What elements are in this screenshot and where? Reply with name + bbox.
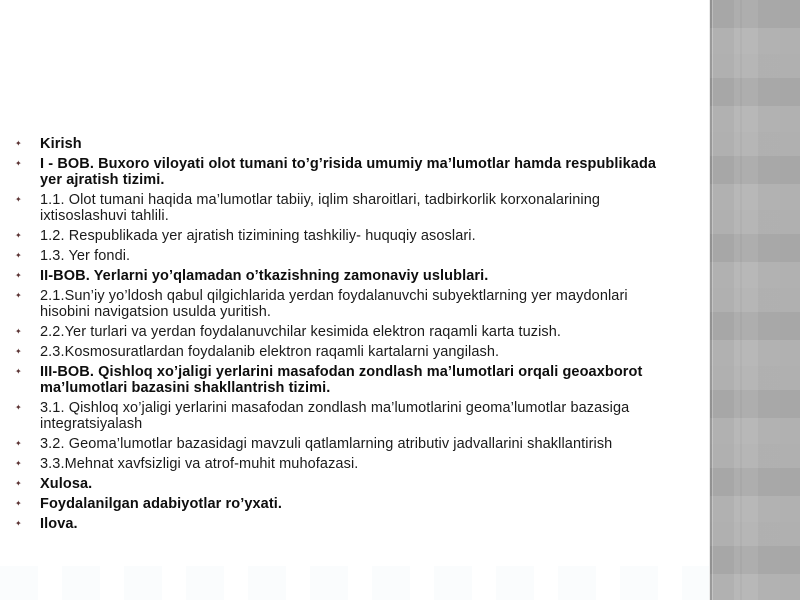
slide-body [0, 136, 672, 536]
list-item-text: 3.3.Mehnat xavfsizligi va atrof-muhit muhofazasi. [40, 456, 359, 472]
list-item-text: Foydalanilgan adabiyotlar ro’yxati. [40, 496, 283, 512]
list-item-text: 2.3.Kosmosuratlardan foydalanib elektron raqamli kartalarni yangilash. [40, 344, 500, 360]
bullet-icon: ✦ [15, 367, 22, 376]
list-item-text: 1.3. Yer fondi. [40, 248, 131, 264]
list-item-text: III-BOB. Qishloq xo’jaligi yerlarini masafodan zondlash ma’lumotlari orqali geoaxborot ma’lumotlari bazasini shakllantrish tizimi. [40, 364, 643, 396]
list-item [0, 456, 672, 472]
list-item [0, 364, 672, 396]
list-item [0, 228, 672, 244]
list-item [0, 136, 672, 152]
list-item [0, 288, 672, 320]
bullet-icon: ✦ [15, 519, 22, 528]
list-item-text: 3.1. Qishloq xo’jaligi yerlarini masafodan zondlash ma’lumotlarini geoma’lumotlar bazasiga integratsiyalash [40, 400, 630, 432]
bullet-icon: ✦ [15, 499, 22, 508]
bullet-icon: ✦ [15, 195, 22, 204]
bullet-icon: ✦ [15, 459, 22, 468]
list-item [0, 400, 672, 432]
bullet-icon: ✦ [15, 347, 22, 356]
list-item [0, 436, 672, 452]
list-item [0, 516, 672, 532]
list-item-text: Kirish [40, 136, 82, 152]
list-item-text: 2.1.Sun’iy yo’ldosh qabul qilgichlarida yerdan foydalanuvchi subyektlarning yer maydonlari hisobini navigatsion usulda yuritish. [40, 288, 628, 320]
list-item-text: II-BOB. Yerlarni yo’qlamadan o’tkazishning zamonaviy uslublari. [40, 268, 489, 284]
list-item [0, 268, 672, 284]
list-item [0, 324, 672, 340]
list-item [0, 248, 672, 264]
bullet-icon: ✦ [15, 231, 22, 240]
list-item [0, 476, 672, 492]
list-item-text: 1.1. Olot tumani haqida ma’lumotlar tabiiy, iqlim sharoitlari, tadbirkorlik korxonalarining ixtisoslashuvi tahlili. [40, 192, 601, 224]
bullet-icon: ✦ [15, 159, 22, 168]
toc-list [0, 136, 672, 532]
bottom-watermark [0, 566, 710, 600]
bullet-icon: ✦ [15, 251, 22, 260]
list-item-text: 2.2.Yer turlari va yerdan foydalanuvchilar kesimida elektron raqamli karta tuzish. [40, 324, 562, 340]
slide-side-texture [710, 0, 800, 600]
bullet-icon: ✦ [15, 271, 22, 280]
list-item [0, 192, 672, 224]
list-item-text: I - BOB. Buxoro viloyati olot tumani to’g’risida umumiy ma’lumotlar hamda respublikada yer ajratish tizimi. [40, 156, 657, 188]
bullet-icon: ✦ [15, 327, 22, 336]
list-item-text: Xulosa. [40, 476, 93, 492]
list-item-text: 1.2. Respublikada yer ajratish tizimining tashkiliy- huquqiy asoslari. [40, 228, 476, 244]
list-item [0, 344, 672, 360]
bullet-icon: ✦ [15, 479, 22, 488]
list-item [0, 496, 672, 512]
bullet-icon: ✦ [15, 291, 22, 300]
bullet-icon: ✦ [15, 439, 22, 448]
list-item-text: 3.2. Geoma’lumotlar bazasidagi mavzuli qatlamlarning atributiv jadvallarini shakllantirish [40, 436, 613, 452]
list-item-text: Ilova. [40, 516, 78, 532]
list-item [0, 156, 672, 188]
bullet-icon: ✦ [15, 139, 22, 148]
bullet-icon: ✦ [15, 403, 22, 412]
